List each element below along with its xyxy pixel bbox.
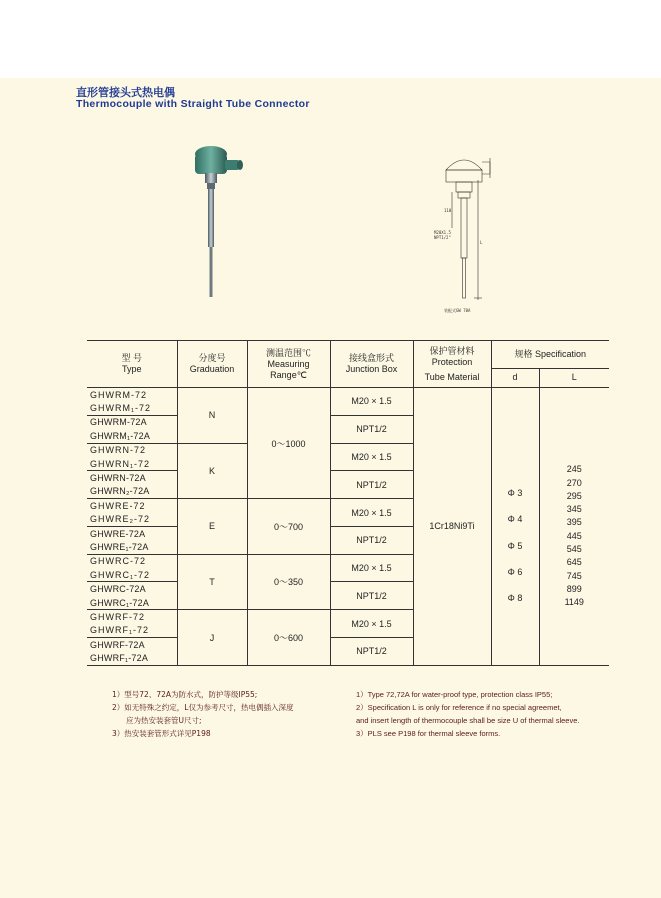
type-cell: GHWRE-72	[87, 499, 177, 513]
jbox-cell: M20 × 1.5	[330, 499, 413, 527]
diameter-value: Φ 8	[507, 593, 523, 604]
header-junction-box: 接线盒形式 Junction Box	[330, 341, 413, 388]
header-graduation: 分度号 Graduation	[177, 341, 247, 388]
diameter-value: Φ 5	[507, 540, 523, 551]
dimension-drawing	[428, 140, 508, 320]
page-title-cn: 直形管接头式热电偶	[76, 86, 175, 99]
length-value: 270	[566, 477, 582, 488]
length-cell	[539, 388, 609, 666]
header-L: L	[539, 368, 609, 387]
length-value: 295	[566, 490, 582, 501]
graduation-cell: K	[177, 443, 247, 499]
jbox-cell: M20 × 1.5	[330, 443, 413, 471]
length-value: 645	[566, 557, 582, 568]
jbox-cell: NPT1/2	[330, 415, 413, 443]
length-value: 395	[566, 517, 582, 528]
note-en-2: 2）Specification L is only for reference if no special agreemet,	[356, 703, 562, 712]
type-cell: GHWRM₁-72A	[87, 429, 177, 443]
dim-L-label: L	[480, 240, 483, 245]
header-specification: 规格 Specification	[491, 341, 609, 369]
dim-top-label: 110	[444, 208, 452, 213]
note-en-2b: and insert length of thermocouple shall be size U of thermal sleeve.	[356, 716, 580, 725]
length-value: 245	[566, 464, 582, 475]
type-cell: GHWRF₁-72A	[87, 651, 177, 665]
type-cell: GHWRN-72A	[87, 471, 177, 485]
notes-chinese	[112, 688, 293, 740]
material-cell: 1Cr18Ni9Ti	[413, 388, 491, 666]
type-cell: GHWRM₁-72	[87, 401, 177, 415]
jbox-cell: M20 × 1.5	[330, 388, 413, 416]
type-cell: GHWRC₁-72A	[87, 596, 177, 610]
range-cell: 0～600	[247, 610, 330, 666]
jbox-cell: NPT1/2	[330, 526, 413, 554]
length-value: 1149	[564, 597, 584, 608]
header-d: d	[491, 368, 539, 387]
header-tube-material: 保护管材料 Protection Tube Material	[413, 341, 491, 388]
range-cell: 0～700	[247, 499, 330, 555]
type-cell: GHWRF₁-72	[87, 624, 177, 638]
range-cell: 0～1000	[247, 388, 330, 499]
page-title-en: Thermocouple with Straight Tube Connector	[76, 98, 310, 110]
header-range: 测温范围℃ Measuring Range℃	[247, 341, 330, 388]
diameter-cell	[491, 388, 539, 666]
length-value: 445	[566, 530, 582, 541]
note-cn-2: 2）如无特殊之约定，L仅为参考尺寸，热电偶插入深度	[112, 703, 294, 712]
spec-table	[87, 340, 609, 666]
graduation-cell: J	[177, 610, 247, 666]
jbox-cell: NPT1/2	[330, 582, 413, 610]
type-cell: GHWRM-72A	[87, 415, 177, 429]
type-cell: GHWRC-72	[87, 554, 177, 568]
diameter-value: Φ 3	[507, 488, 523, 499]
type-cell: GHWRC₁-72	[87, 568, 177, 582]
note-cn-2b: 应为热安装套管U尺寸;	[126, 716, 202, 725]
length-value: 745	[566, 570, 582, 581]
note-en-3: 3）PLS see P198 for thermal sleeve forms.	[356, 729, 501, 738]
thread-label-2: NPT1/2"	[434, 235, 451, 240]
jbox-cell: NPT1/2	[330, 638, 413, 666]
jbox-cell: M20 × 1.5	[330, 554, 413, 582]
type-cell: GHWRN₂-72A	[87, 485, 177, 499]
note-cn-1: 1）型号72、72A为防水式，防护等级IP55;	[112, 690, 258, 699]
type-cell: GHWRN-72	[87, 443, 177, 457]
type-cell: GHWRN₁-72	[87, 457, 177, 471]
graduation-cell: N	[177, 388, 247, 444]
type-cell: GHWRM-72	[87, 388, 177, 402]
length-value: 345	[566, 504, 582, 515]
type-cell: GHWRF-72A	[87, 638, 177, 652]
type-cell: GHWRE₂-72	[87, 513, 177, 527]
graduation-cell: T	[177, 554, 247, 610]
jbox-cell: NPT1/2	[330, 471, 413, 499]
type-cell: GHWRF-72	[87, 610, 177, 624]
type-cell: GHWRE-72A	[87, 526, 177, 540]
header-type: 型 号 Type	[87, 341, 177, 388]
note-cn-3: 3）热安装套管形式详见P198	[112, 729, 211, 738]
range-cell: 0～350	[247, 554, 330, 610]
length-value: 545	[566, 544, 582, 555]
type-cell: GHWRC-72A	[87, 582, 177, 596]
type-cell: GHWRE₁-72A	[87, 540, 177, 554]
length-value: 899	[566, 583, 582, 594]
graduation-cell: E	[177, 499, 247, 555]
product-photo	[185, 140, 245, 300]
note-en-1: 1）Type 72,72A for water-proof type, protection class IP55;	[356, 690, 553, 699]
thread-label-1: M20X1.5	[434, 230, 451, 235]
jbox-cell: M20 × 1.5	[330, 610, 413, 638]
diameter-value: Φ 4	[507, 514, 523, 525]
drawing-caption: 装配式GW 70A	[444, 308, 471, 313]
notes-english	[356, 688, 579, 740]
diameter-value: Φ 6	[507, 567, 523, 578]
